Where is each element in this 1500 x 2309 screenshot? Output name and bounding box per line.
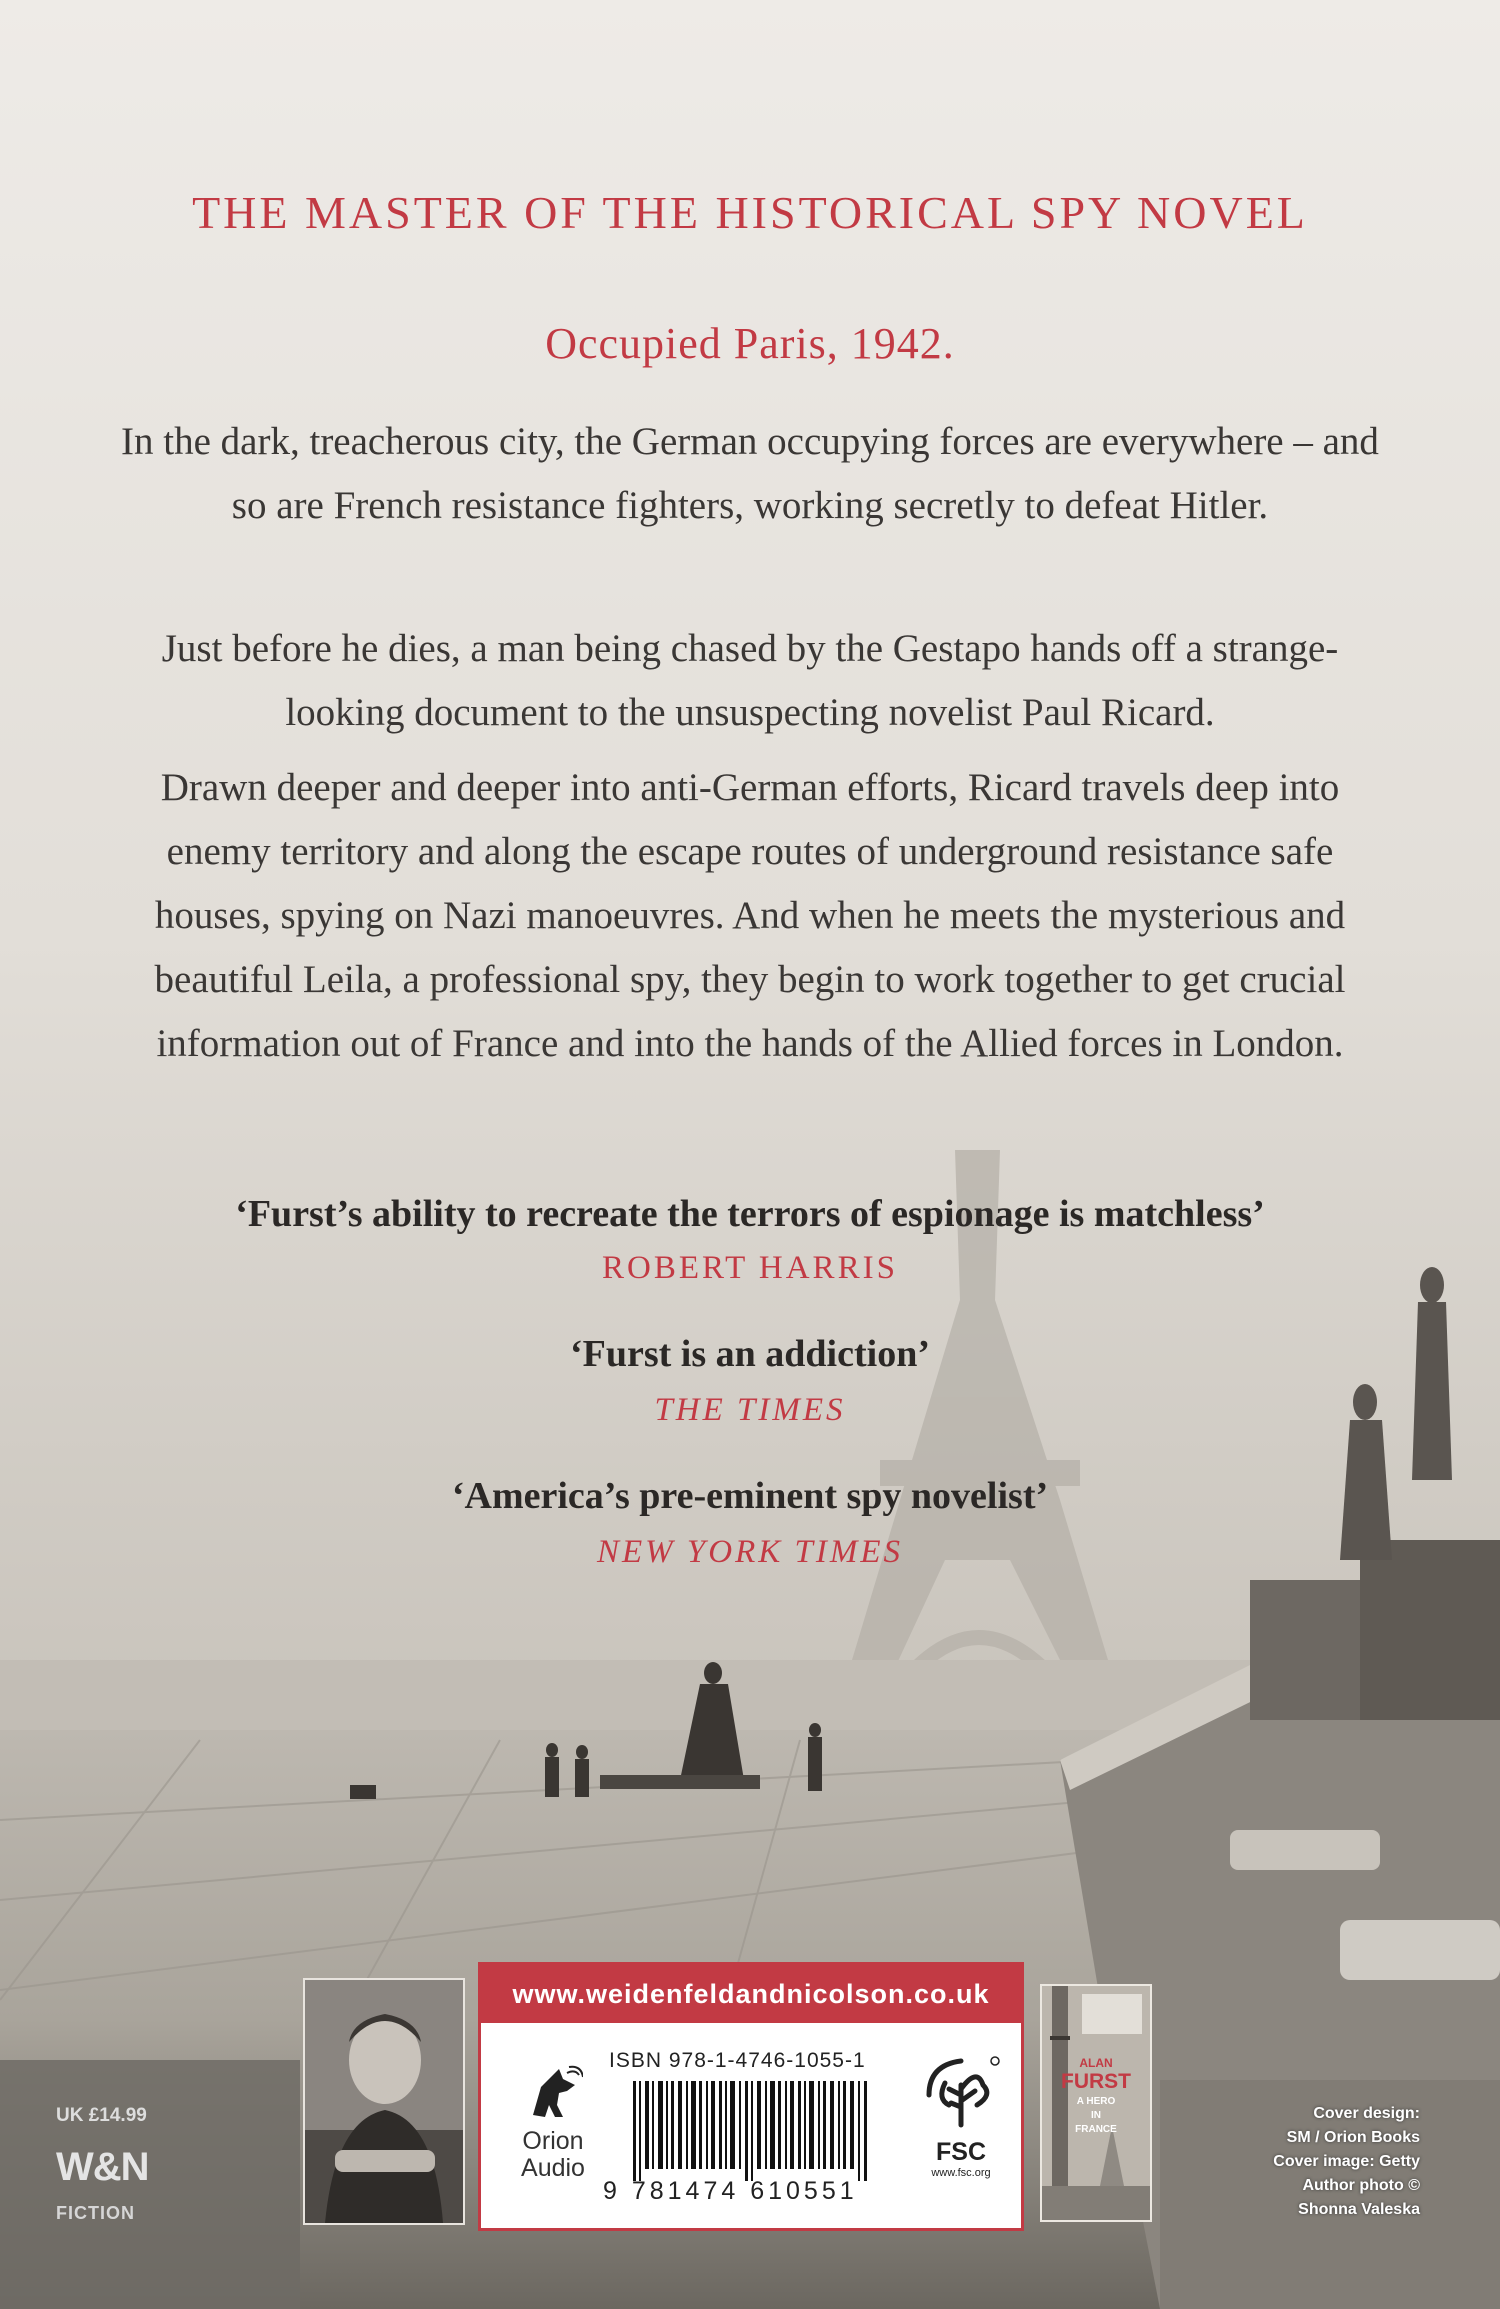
credit-line: Shonna Valeska: [1298, 2201, 1420, 2218]
credit-line: SM / Orion Books: [1286, 2129, 1420, 2146]
headline: THE MASTER OF THE HISTORICAL SPY NOVEL: [192, 187, 1308, 238]
credit-line: Cover design:: [1313, 2105, 1420, 2122]
audio-label: Audio: [521, 2154, 585, 2182]
mini-front-cover: [1040, 1984, 1152, 2222]
quote-2-source: THE TIMES: [654, 1392, 846, 1428]
synopsis-paragraph-1: In the dark, treacherous city, the German occupying forces are everywhere – and so are French resistance fighters, working secretly to defeat Hitler.: [121, 420, 1379, 527]
fsc-name: FSC: [936, 2138, 986, 2166]
publisher-url[interactable]: www.weidenfeldandnicolson.co.uk: [481, 1965, 1021, 2023]
dog-icon: [523, 2065, 583, 2123]
publisher-logo: W&N: [56, 2145, 149, 2189]
category-label: FICTION: [56, 2203, 135, 2223]
fsc-logo: [911, 2055, 1011, 2179]
fsc-website: www.fsc.org: [931, 2167, 991, 2179]
isbn-text: ISBN 978-1-4746-1055-1: [609, 2049, 866, 2072]
mini-cover-author-first: ALAN: [1079, 2056, 1113, 2070]
mini-cover-title-line3: FRANCE: [1075, 2124, 1117, 2135]
quote-3-source: NEW YORK TIMES: [597, 1534, 903, 1570]
author-photo: [303, 1978, 465, 2225]
barcode-digits: 9 781474 610551: [603, 2177, 858, 2205]
quote-2: ‘Furst is an addiction’: [570, 1333, 930, 1375]
orion-audio-logo: [503, 2065, 603, 2182]
quote-1: ‘Furst’s ability to recreate the terrors of espionage is matchless’: [235, 1193, 1265, 1235]
orion-label: Orion: [522, 2127, 584, 2155]
quote-3: ‘America’s pre-eminent spy novelist’: [451, 1475, 1049, 1517]
fsc-tree-icon: [921, 2055, 1001, 2131]
synopsis-paragraph-3: Drawn deeper and deeper into anti-German efforts, Ricard travels deep into enemy territory and along the escape routes of underground resistance safe houses, spying on Nazi manoeuvres. And when he meets the mysterious and beautiful Leila, a professional spy, they begin to work together to get crucial information out of France and into the hands of the Allied forces in London.: [154, 766, 1346, 1065]
mini-cover-title-line1: A HERO: [1076, 2096, 1116, 2107]
mini-cover-author-surname: FURST: [1061, 2070, 1131, 2093]
barcode-icon: [631, 2081, 871, 2181]
synopsis-paragraph-2: Just before he dies, a man being chased by the Gestapo hands off a strange-looking document to the unsuspecting novelist Paul Ricard.: [161, 627, 1339, 734]
credit-line: Author photo ©: [1302, 2177, 1420, 2194]
price-label: UK £14.99: [56, 2105, 147, 2126]
quote-1-source: ROBERT HARRIS: [602, 1250, 898, 1286]
cover-credits: [1220, 2102, 1420, 2222]
mini-cover-title-line2: IN: [1091, 2110, 1101, 2121]
subhead: Occupied Paris, 1942.: [545, 319, 955, 368]
barcode-panel: [478, 1962, 1024, 2231]
credit-line: Cover image: Getty: [1273, 2153, 1420, 2170]
